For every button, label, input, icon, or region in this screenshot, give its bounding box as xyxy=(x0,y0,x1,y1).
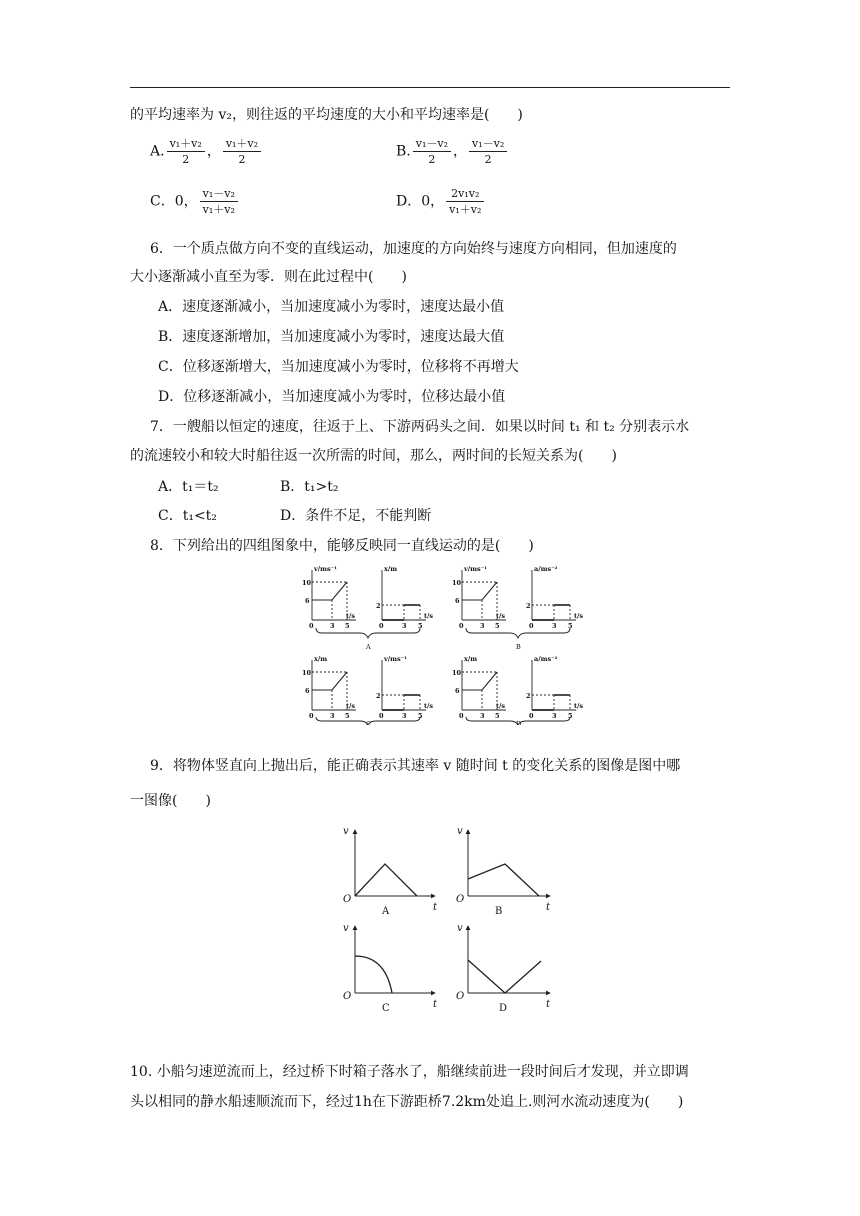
q9-graph-d xyxy=(468,926,550,993)
q8-a-vt-tick-3: 3 xyxy=(330,622,335,630)
q8-a-vt-xlabel: t/s xyxy=(346,612,356,620)
q9-label-d: D xyxy=(499,1003,508,1014)
q5-b-frac-1: $\frac{\text{v₁－v₂}}{2}$ xyxy=(413,138,451,165)
q8-c-xt-tick-0: 0 xyxy=(309,712,314,720)
q9-graph-b xyxy=(468,830,550,896)
q5-option-b[interactable]: B. $\frac{\text{v₁－v₂}}{2}$ ， $\frac{\text{v₁－v₂}}{2}$ xyxy=(396,138,509,165)
q8-a-vt-ylabel: v/ms⁻¹ xyxy=(314,565,337,573)
q8-c-vt-tick-3: 3 xyxy=(402,712,407,720)
q8-c-xt-tick-5: 5 xyxy=(345,712,350,720)
q8-b-at-graph xyxy=(532,570,576,620)
q5-b-frac-2: $\frac{\text{v₁－v₂}}{2}$ xyxy=(469,138,507,165)
q9-c-origin: O xyxy=(343,991,352,1002)
q8-b-vt-ylabel: v/ms⁻¹ xyxy=(464,565,487,573)
q6-option-a[interactable]: A．速度逐渐减小，当加速度减小为零时，速度达最小值 xyxy=(158,299,505,315)
q8-label-b: B xyxy=(516,643,521,651)
q8-c-vt-tick-0: 0 xyxy=(379,712,384,720)
q6-stem-line-2: 大小逐渐减小直至为零．则在此过程中( ) xyxy=(130,269,407,285)
q8-d-at-ylabel: a/ms⁻² xyxy=(534,655,558,663)
q9-a-xlabel: t xyxy=(433,902,438,913)
q8-b-at-tick-2: 2 xyxy=(526,602,531,610)
q9-c-xlabel: t xyxy=(433,999,438,1010)
q9-a-origin: O xyxy=(343,894,352,905)
q8-a-xt-tick-2: 2 xyxy=(376,602,381,610)
header-rule xyxy=(130,87,730,88)
q8-figure xyxy=(290,560,610,729)
q7-option-b[interactable]: B．t₁>t₂ xyxy=(280,479,339,495)
q9-b-origin: O xyxy=(456,894,465,905)
q8-c-xt-ylabel: x/m xyxy=(314,655,328,663)
q5-d-frac: $\frac{\text{2v₁v₂}}{\text{v₁＋v₂}}$ xyxy=(446,188,484,215)
q8-b-vt-xlabel: t/s xyxy=(496,612,506,620)
q8-d-at-tick-3: 3 xyxy=(552,712,557,720)
q8-a-vt-tick-6: 6 xyxy=(305,597,310,605)
q5-stem-tail: 的平均速率为 v₂，则往返的平均速度的大小和平均速率是( ) xyxy=(130,107,523,123)
q8-b-at-tick-5: 5 xyxy=(568,622,573,630)
q8-c-vt-graph xyxy=(382,660,426,710)
q8-b-vt-tick-5: 5 xyxy=(495,622,500,630)
q8-b-at-tick-0: 0 xyxy=(529,622,534,630)
q8-a-xt-tick-3: 3 xyxy=(402,622,407,630)
q8-graphs-svg xyxy=(290,560,610,725)
q8-b-at-xlabel: t/s xyxy=(574,612,584,620)
q9-graphs-svg xyxy=(335,818,565,1018)
q9-b-ylabel: v xyxy=(457,826,463,837)
q9-c-ylabel: v xyxy=(343,923,349,934)
q8-b-vt-tick-0: 0 xyxy=(459,622,464,630)
q8-b-vt-tick-3: 3 xyxy=(480,622,485,630)
q8-label-a: A xyxy=(366,643,371,651)
q8-c-vt-ylabel: v/ms⁻¹ xyxy=(384,655,407,663)
q9-figure xyxy=(335,818,565,1022)
q5-a-frac-1: $\frac{\text{v₁＋v₂}}{2}$ xyxy=(167,138,205,165)
q7-option-c[interactable]: C．t₁<t₂ xyxy=(158,508,217,524)
q8-b-vt-tick-6: 6 xyxy=(455,597,460,605)
q5-c-frac: $\frac{\text{v₁－v₂}}{\text{v₁＋v₂}}$ xyxy=(200,188,238,215)
q8-b-vt-tick-10: 10 xyxy=(452,579,462,587)
q5-option-a[interactable]: A. $\frac{\text{v₁＋v₂}}{2}$ ， $\frac{\text{v₁＋v₂}}{2}$ xyxy=(150,138,263,165)
q8-d-at-tick-2: 2 xyxy=(526,692,531,700)
q8-a-xt-tick-0: 0 xyxy=(379,622,384,630)
q9-d-origin: O xyxy=(456,991,465,1002)
q9-graph-a xyxy=(355,830,435,896)
q8-a-vt-tick-0: 0 xyxy=(309,622,314,630)
q10-stem-line-1: 10. 小船匀速逆流而上，经过桥下时箱子落水了，船继续前进一段时间后才发现，并立即调 xyxy=(130,1064,689,1080)
q9-label-b: B xyxy=(495,906,503,917)
q8-d-xt-tick-3: 3 xyxy=(480,712,485,720)
q8-b-at-tick-3: 3 xyxy=(552,622,557,630)
q5-a-frac-2: $\frac{\text{v₁＋v₂}}{2}$ xyxy=(223,138,261,165)
q9-d-ylabel: v xyxy=(457,923,463,934)
q8-a-xt-tick-5: 5 xyxy=(418,622,423,630)
q9-a-ylabel: v xyxy=(343,826,349,837)
q6-stem-line-1: 6．一个质点做方向不变的直线运动，加速度的方向始终与速度方向相同，但加速度的 xyxy=(150,241,677,257)
q7-option-a[interactable]: A．t₁＝t₂ xyxy=(158,479,219,495)
q8-c-xt-tick-10: 10 xyxy=(302,669,312,677)
q8-label-c: C xyxy=(366,720,371,725)
q8-c-xt-xlabel: t/s xyxy=(346,702,356,710)
q8-d-at-tick-5: 5 xyxy=(568,712,573,720)
q9-label-a: A xyxy=(382,906,390,917)
q9-stem-line-2: 一图像( ) xyxy=(130,793,211,809)
q9-b-xlabel: t xyxy=(546,902,551,913)
q7-option-d[interactable]: D．条件不足，不能判断 xyxy=(280,508,432,524)
q8-c-vt-tick-2: 2 xyxy=(376,692,381,700)
q10-stem-line-2: 头以相同的静水船速顺流而下，经过1h在下游距桥7.2km处追上.则河水流动速度为( ) xyxy=(130,1094,684,1110)
q8-a-xt-ylabel: x/m xyxy=(384,565,398,573)
q8-d-at-tick-0: 0 xyxy=(529,712,534,720)
q8-a-vt-tick-5: 5 xyxy=(345,622,350,630)
q8-d-xt-tick-0: 0 xyxy=(459,712,464,720)
q8-d-xt-tick-6: 6 xyxy=(455,687,460,695)
q8-c-vt-xlabel: t/s xyxy=(424,702,434,710)
q8-a-vt-tick-10: 10 xyxy=(302,579,312,587)
q8-c-xt-tick-6: 6 xyxy=(305,687,310,695)
q8-d-at-graph xyxy=(532,660,576,710)
q5-option-c[interactable]: C．0， $\frac{\text{v₁－v₂}}{\text{v₁＋v₂}}$ xyxy=(150,188,240,215)
q8-d-xt-tick-10: 10 xyxy=(452,669,462,677)
q7-stem-line-1: 7．一艘船以恒定的速度，往返于上、下游两码头之间．如果以时间 t₁ 和 t₂ 分别表示水 xyxy=(150,419,690,435)
q8-d-xt-tick-5: 5 xyxy=(495,712,500,720)
q6-option-d[interactable]: D．位移逐渐减小，当加速度减小为零时，位移达最小值 xyxy=(158,389,506,405)
q9-stem-line-1: 9．将物体竖直向上抛出后，能正确表示其速率 v 随时间 t 的变化关系的图像是图中哪 xyxy=(150,758,681,774)
q8-c-xt-tick-3: 3 xyxy=(330,712,335,720)
q8-a-xt-graph xyxy=(382,570,426,620)
q8-a-xt-xlabel: t/s xyxy=(424,612,434,620)
q5-option-d[interactable]: D．0， $\frac{\text{2v₁v₂}}{\text{v₁＋v₂}}$ xyxy=(396,188,486,215)
q8-label-d: D xyxy=(516,720,522,725)
q8-c-vt-tick-5: 5 xyxy=(418,712,423,720)
q8-stem: 8．下列给出的四组图象中，能够反映同一直线运动的是( ) xyxy=(150,538,534,554)
q8-d-at-xlabel: t/s xyxy=(574,702,584,710)
q6-option-c[interactable]: C．位移逐渐增大，当加速度减小为零时，位移将不再增大 xyxy=(158,359,519,375)
q9-label-c: C xyxy=(382,1003,390,1014)
q8-b-at-ylabel: a/ms⁻² xyxy=(534,565,558,573)
q8-d-xt-xlabel: t/s xyxy=(496,702,506,710)
q6-option-b[interactable]: B．速度逐渐增加，当加速度减小为零时，速度达最大值 xyxy=(158,329,505,345)
q7-stem-line-2: 的流速较小和较大时船往返一次所需的时间，那么，两时间的长短关系为( ) xyxy=(130,448,617,464)
q8-d-xt-ylabel: x/m xyxy=(464,655,478,663)
q9-d-xlabel: t xyxy=(546,999,551,1010)
q9-graph-c xyxy=(355,926,435,993)
